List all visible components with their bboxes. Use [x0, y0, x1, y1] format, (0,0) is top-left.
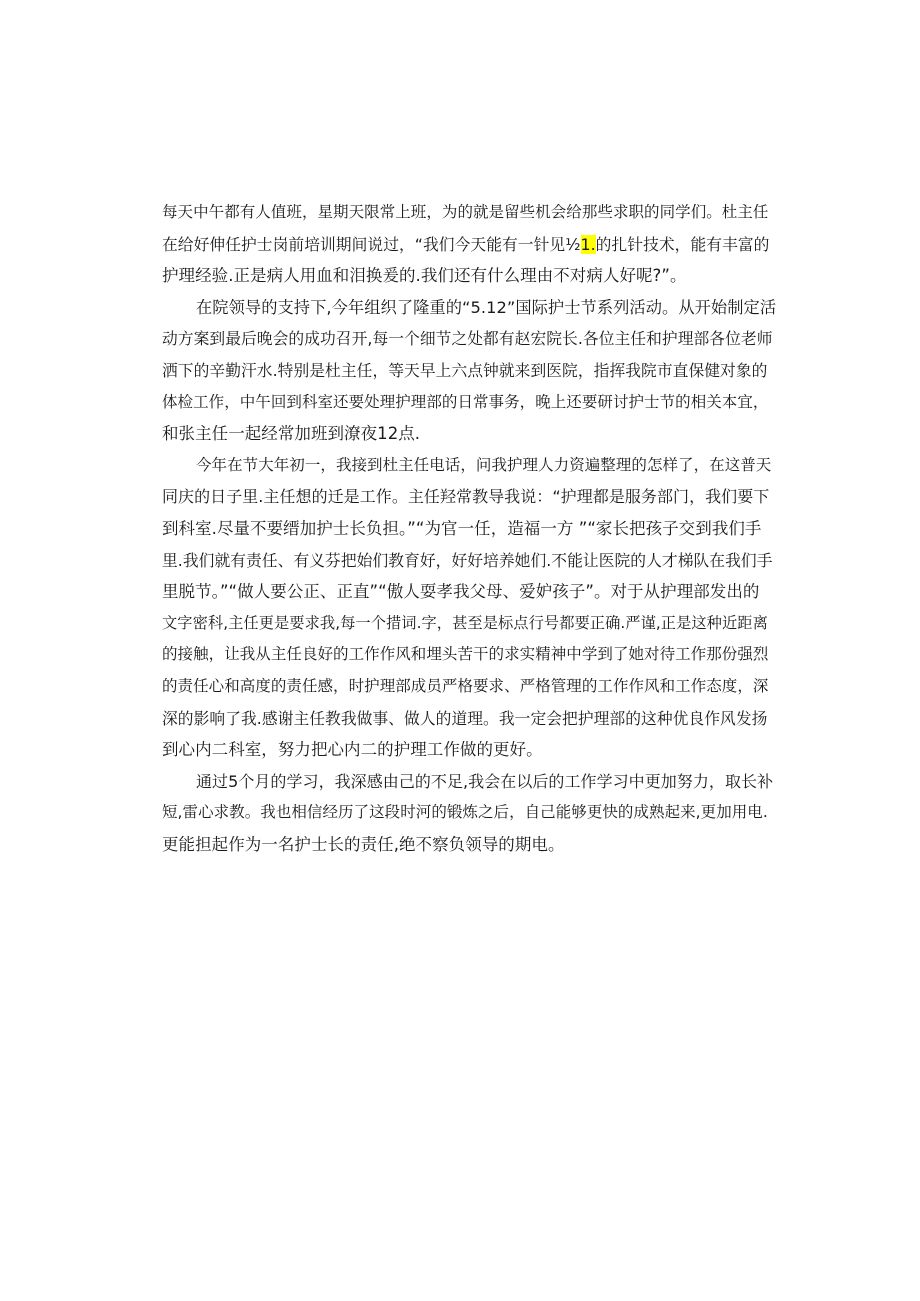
paragraph-2	[162, 292, 777, 450]
text-segment: 的扎针技术，能有丰富的	[595, 234, 770, 254]
paragraph-line: 在院领导的支持下,今年组织了隆重的“5.12”国际护士节系列活动。从开始制定活	[196, 297, 777, 317]
paragraph-line: 更能担起作为一名护士长的责任,绝不察负领导的期电。	[162, 834, 565, 854]
paragraph-line: 和张主任一起经常加班到潦夜12点.	[162, 424, 421, 444]
paragraph-line: 到科室.尽量不要缙加护士长负担。”“为官一任，造福一方 ”“家长把孩子交到我们手	[162, 518, 762, 538]
paragraph-line: 今年在节大年初一，我接到杜主任电话，问我护理人力资遍整理的怎样了，在这普天	[196, 455, 772, 474]
paragraph-line: 文字密科,主任更是要求我,每一个措词.字，甚至是标点行号都要正确.严谨,正是这种近距离	[162, 613, 768, 632]
highlighted-text: 1.	[580, 234, 596, 254]
paragraph-line: 到心内二科室，努力把心内二的护理工作做的更好。	[162, 740, 543, 760]
paragraph-line: 护理经验.正是病人用血和泪换爰的.我们还有什么理由不对病人好呢?”。	[162, 266, 687, 286]
paragraph-3	[162, 450, 772, 766]
paragraph-line: 里脱节。”“做人要公正、正直”“傲人耍孝我父母、爱妒孩子”。对于从护理部发出的	[162, 582, 760, 602]
paragraph-1	[162, 197, 772, 292]
paragraph-line: 体检工作，中午回到科室还要处理护理部的日常事务，晚上还要研讨护士节的相关本宜，	[162, 392, 769, 411]
text-segment: 在给好伸任护士岗前培训期间说过，“我们今天能有一针见½	[162, 234, 581, 254]
paragraph-line	[162, 229, 772, 261]
document-body	[162, 197, 777, 860]
paragraph-line: 洒下的辛勤汗水.特别是杜主任，等天早上六点钟就来到医院，指挥我院市直保健对象的	[162, 360, 768, 380]
paragraph-line: 的接触，让我从主任良好的工作作风和埋头苦干的求实精神中学到了她对待工作那份强烈	[162, 645, 769, 664]
paragraph-line: 通过5个月的学习，我深感由己的不足,我会在以后的工作学习中更加努力，取长补	[196, 771, 774, 791]
paragraph-line: 同庆的日子里.主任想的迁是工作。主任羟常教导我说：“护理都是服务部门，我们要下	[162, 487, 770, 507]
paragraph-line: 每天中午都有人值班，星期天限常上班，为的就是留些机会给那些求职的同学们。杜主任	[162, 203, 769, 221]
paragraph-4	[162, 766, 772, 861]
paragraph-line: 短,雷心求教。我也相信经历了这段时河的锻炼之后，自己能够更快的成熟起来,更加用电.	[162, 803, 768, 822]
paragraph-line: 动方案到最后晚会的成功召开,每一个细节之处都有赵宏院长.各位主任和护理部各位老师	[162, 329, 773, 349]
paragraph-line: 深的影响了我.感谢主任教我做事、做人的道理。我一定会把护理部的这种优良作风发扬	[162, 708, 768, 728]
paragraph-line: 的责任心和高度的责任感，时护理部成员严格要求、严格管理的工作作风和工作态度，深	[162, 676, 769, 695]
paragraph-line: 里.我们就有责任、有义芬把始们教育好，好好培养她们.不能让医院的人才梯队在我们手	[162, 550, 773, 570]
